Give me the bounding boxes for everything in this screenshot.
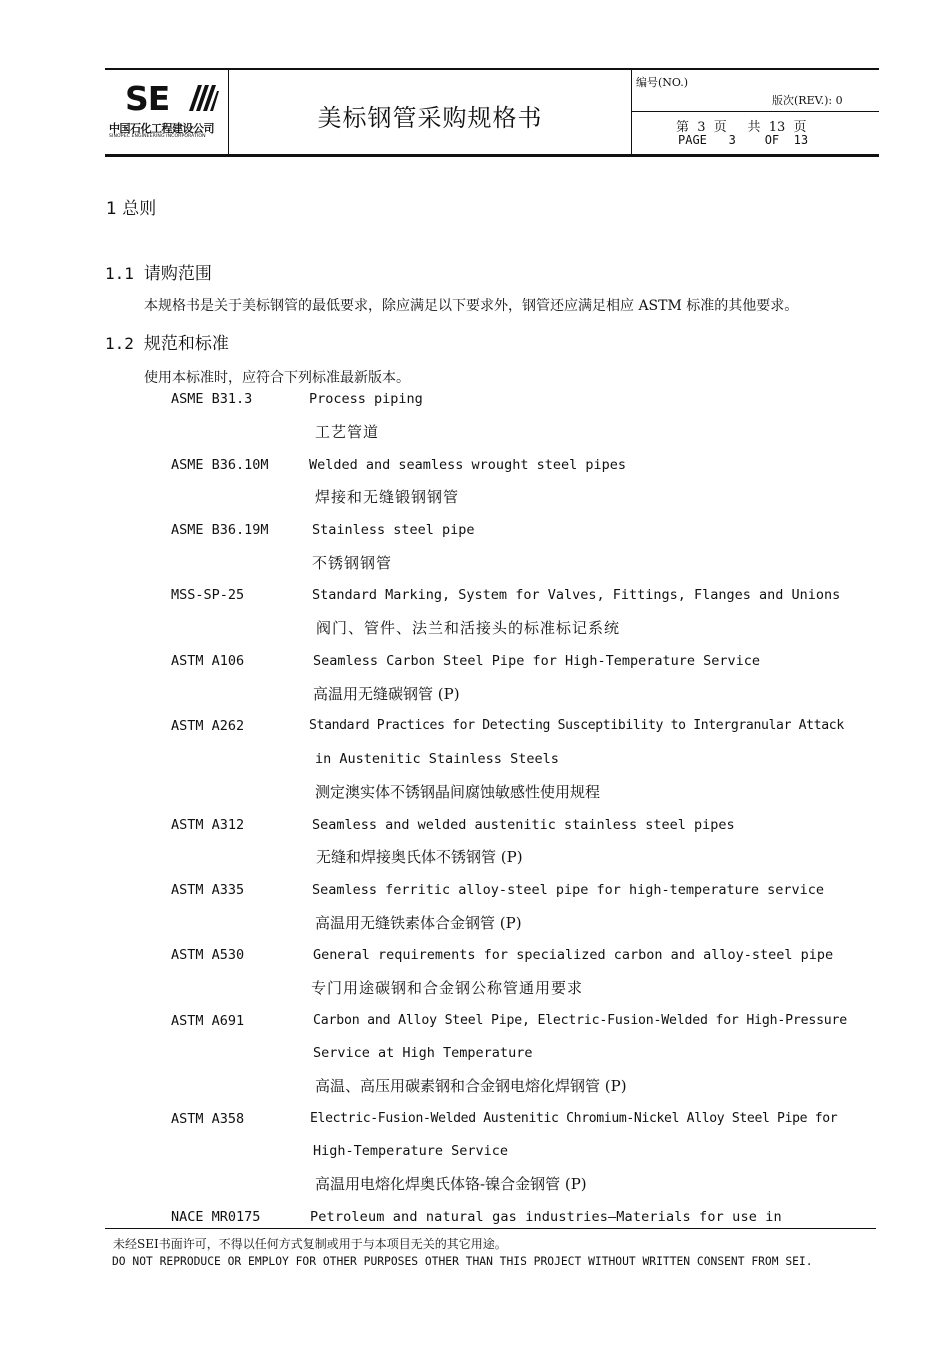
reference-title-en: Electric-Fusion-Welded Austenitic Chromium-Nickel Alloy Steel Pipe for bbox=[310, 1111, 838, 1126]
section-1-1-number: 1.1 bbox=[105, 264, 134, 283]
section-1-2-intro: 使用本标准时，应符合下列标准最新版本。 bbox=[144, 370, 410, 386]
reference-title-cn: 高温用电熔化焊奥氏体铬-镍合金钢管 (P) bbox=[315, 1175, 587, 1193]
section-1-heading: 1 总则 bbox=[106, 199, 157, 219]
reference-code: ASME B36.19M bbox=[171, 522, 269, 538]
reference-title-cn: 测定澳实体不锈钢晶间腐蚀敏感性使用规程 bbox=[315, 783, 601, 801]
reference-code: ASTM A312 bbox=[171, 817, 245, 833]
logo-company-name-cn: 中国石化工程建设公司 bbox=[109, 122, 214, 135]
page-number-cn: 第 3 页 共 13 页 bbox=[676, 120, 807, 135]
section-1-1-text: 本规格书是关于美标钢管的最低要求，除应满足以下要求外，钢管还应满足相应 ASTM 标准的其他要求。 bbox=[144, 298, 799, 314]
document-title: 美标钢管采购规格书 bbox=[317, 104, 543, 132]
reference-code: NACE MR0175 bbox=[171, 1209, 261, 1225]
section-1-1-heading bbox=[105, 259, 212, 284]
reference-title-en: Standard Marking, System for Valves, Fittings, Flanges and Unions bbox=[312, 587, 841, 603]
reference-title-cn: 阀门、管件、法兰和活接头的标准标记系统 bbox=[316, 619, 621, 637]
reference-title-en: Carbon and Alloy Steel Pipe, Electric-Fusion-Welded for High-Pressure bbox=[313, 1013, 848, 1028]
reference-code: ASTM A530 bbox=[171, 947, 245, 963]
reference-code: MSS-SP-25 bbox=[171, 587, 245, 603]
section-1-1-title: 请购范围 bbox=[143, 264, 212, 284]
reference-title-en: Standard Practices for Detecting Susceptibility to Intergranular Attack bbox=[309, 718, 844, 733]
logo-slashes-icon bbox=[189, 85, 219, 111]
document-number-box bbox=[632, 70, 879, 112]
reference-title-en: Seamless ferritic alloy-steel pipe for high-temperature service bbox=[312, 882, 825, 898]
reference-title-en: Seamless and welded austenitic stainless steel pipes bbox=[312, 817, 735, 833]
reference-title-cn: 专门用途碳钢和合金钢公称管通用要求 bbox=[311, 979, 584, 997]
reference-title-en-line-2: Service at High Temperature bbox=[313, 1045, 533, 1061]
reference-title-en: Welded and seamless wrought steel pipes bbox=[309, 457, 626, 473]
reference-code: ASME B31.3 bbox=[171, 391, 253, 407]
reference-title-en: Petroleum and natural gas industries—Materials for use in bbox=[310, 1209, 782, 1225]
logo-mark: SE bbox=[125, 79, 170, 118]
reference-title-cn: 焊接和无缝锻钢钢管 bbox=[315, 488, 460, 506]
revision-label: 版次(REV.): 0 bbox=[772, 94, 843, 107]
reference-title-en: Process piping bbox=[309, 391, 423, 407]
reference-title-cn: 高温、高压用碳素钢和合金钢电熔化焊钢管 (P) bbox=[315, 1077, 627, 1095]
page-number-en: PAGE 3 OF 13 bbox=[678, 133, 809, 147]
reference-code: ASTM A335 bbox=[171, 882, 245, 898]
logo-company-name-en: SINOPEC ENGINEERING INCORPORATION bbox=[109, 134, 206, 139]
reference-title-en: Stainless steel pipe bbox=[312, 522, 475, 538]
reference-code: ASTM A106 bbox=[171, 653, 245, 669]
section-1-2-heading bbox=[105, 329, 229, 354]
reference-code: ASTM A691 bbox=[171, 1013, 245, 1029]
reference-code: ASME B36.10M bbox=[171, 457, 269, 473]
section-1-2-number: 1.2 bbox=[105, 334, 134, 353]
reference-title-en-line-2: High-Temperature Service bbox=[313, 1143, 509, 1159]
reference-title-en-line-2: in Austenitic Stainless Steels bbox=[315, 751, 559, 767]
document-header bbox=[105, 68, 879, 157]
reference-title-cn: 高温用无缝铁素体合金钢管 (P) bbox=[315, 914, 522, 932]
footer-copyright-cn: 未经SEI书面许可，不得以任何方式复制或用于与本项目无关的其它用途。 bbox=[113, 1237, 507, 1251]
footer-divider bbox=[105, 1228, 876, 1229]
reference-code: ASTM A358 bbox=[171, 1111, 245, 1127]
reference-title-en: General requirements for specialized carbon and alloy-steel pipe bbox=[313, 947, 834, 963]
reference-title-cn: 高温用无缝碳钢管 (P) bbox=[313, 685, 460, 703]
reference-title-cn: 不锈钢钢管 bbox=[312, 554, 393, 572]
document-info-cell bbox=[632, 70, 879, 154]
title-cell bbox=[229, 70, 632, 154]
reference-title-cn: 无缝和焊接奥氏体不锈钢管 (P) bbox=[316, 848, 523, 866]
reference-title-en: Seamless Carbon Steel Pipe for High-Temperature Service bbox=[313, 653, 761, 669]
reference-title-cn: 工艺管道 bbox=[315, 423, 380, 441]
company-logo bbox=[105, 70, 229, 154]
section-1-2-title: 规范和标准 bbox=[143, 334, 229, 354]
reference-code: ASTM A262 bbox=[171, 718, 245, 734]
document-number-label: 编号(NO.) bbox=[636, 76, 689, 89]
footer-copyright-en: DO NOT REPRODUCE OR EMPLOY FOR OTHER PURPOSES OTHER THAN THIS PROJECT WITHOUT WRITTEN CONSENT FROM SEI. bbox=[112, 1255, 813, 1268]
